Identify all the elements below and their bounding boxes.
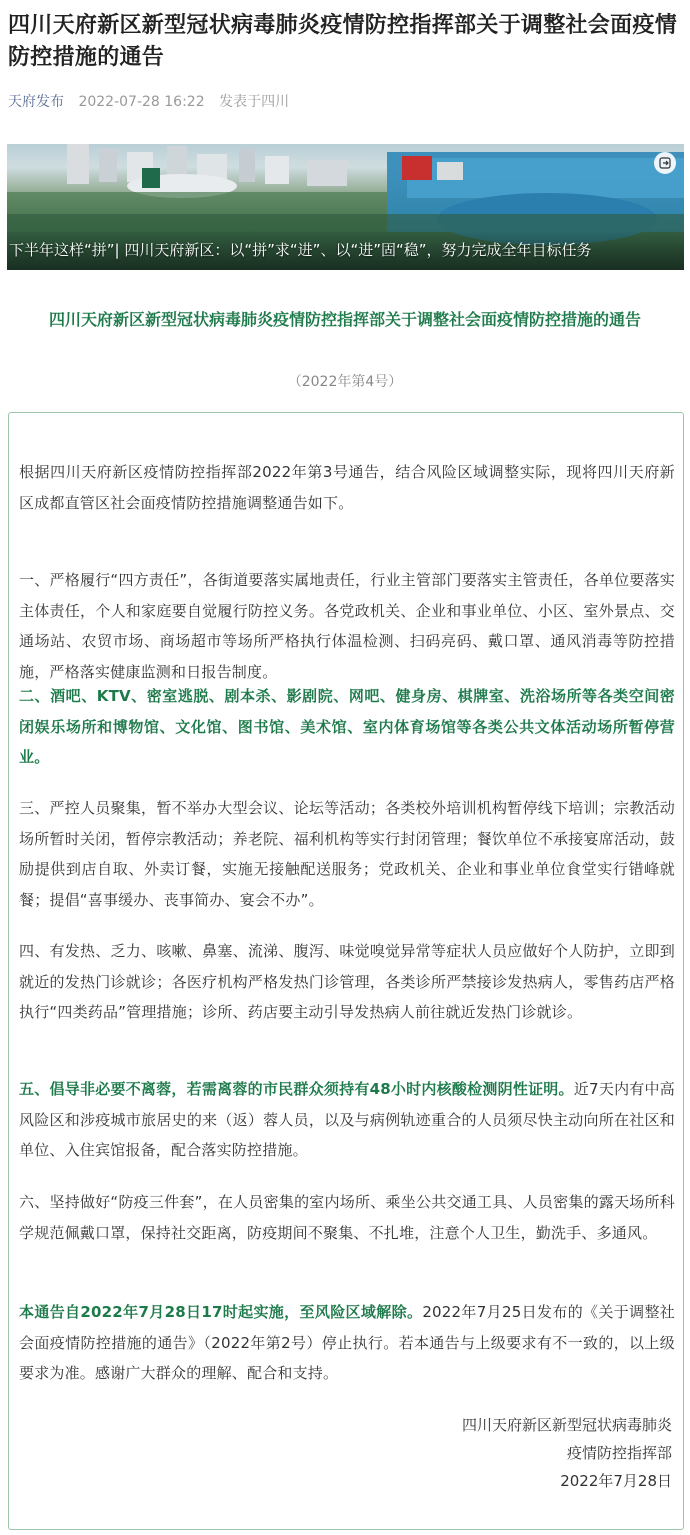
publish-time: 2022-07-28 16:22 [78, 94, 205, 110]
notice-item-5-text: 近7天内有中高风险区和涉疫城市旅居史的来（返）蓉人员，以及与病例轨迹重合的人员须尽快主动向所在社区和单位、入住宾馆报备，配合落实防控措施。 [19, 1080, 675, 1159]
article-meta [8, 92, 289, 112]
banner-caption: 下半年这样“拼”| 四川天府新区：以“拼”求“进”、以“进”固“稳”，努力完成全年目标任务 [9, 241, 592, 259]
related-article-banner[interactable] [7, 144, 684, 270]
notice-item-6: 六、坚持做好“防疫三件套”，在人员密集的室内场所、乘坐公共交通工具、人员密集的露天场所科学规范佩戴口罩，保持社交距离，防疫期间不聚集、不扎堆，注意个人卫生，勤洗手、多通风。 [19, 1193, 675, 1242]
banner-caption-overlay [7, 230, 684, 270]
notice-closing-text: 2022年7月25日发布的《关于调整社会面疫情防控措施的通告》（2022年第2号）停止执行。若本通告与上级要求有不一致的，以上级要求为准。感谢广大群众的理解、配合和支持。 [19, 1303, 675, 1382]
notice-item-5-highlight: 五、倡导非必要不离蓉，若需离蓉的市民群众须持有48小时内核酸检测阴性证明。 [19, 1080, 574, 1098]
publish-location: 发表于四川 [219, 94, 290, 110]
notice-item-5 [19, 1074, 675, 1166]
notice-item-4: 四、有发热、乏力、咳嗽、鼻塞、流涕、腹泻、味觉嗅觉异常等症状人员应做好个人防护，立即到就近的发热门诊就诊；各医疗机构严格发热门诊管理，各类诊所严禁接诊发热病人，零售药店严格执行“四类药品”管理措施；诊所、药店要主动引导发热病人前往就近发热门诊就诊。 [19, 942, 675, 1021]
notice-intro: 根据四川天府新区疫情防控指挥部2022年第3号通告，结合风险区域调整实际，现将四川天府新区成都直管区社会面疫情防控措施调整通告如下。 [19, 463, 675, 512]
article-title: 四川天府新区新型冠状病毒肺炎疫情防控指挥部关于调整社会面疫情防控措施的通告 [8, 13, 678, 70]
notice-item-2: 二、酒吧、KTV、密室逃脱、剧本杀、影剧院、网吧、健身房、棋牌室、洗浴场所等各类空间密闭娱乐场所和博物馆、文化馆、图书馆、美术馆、室内体育场馆等各类公共文体活动场所暂停营业。 [19, 687, 675, 766]
sign-organization-line2: 疫情防控指挥部 [566, 1444, 672, 1462]
share-icon[interactable] [654, 152, 676, 174]
notice-item-3: 三、严控人员聚集，暂不举办大型会议、论坛等活动；各类校外培训机构暂停线下培训；宗教活动场所暂时关闭，暂停宗教活动；养老院、福利机构等实行封闭管理；餐饮单位不承接宴席活动，鼓励提供到店自取、外卖订餐，实施无接触配送服务；党政机关、企业和事业单位食堂实行错峰就餐；提倡“喜事缓办、丧事简办、宴会不办”。 [19, 799, 675, 909]
notice-item-1: 一、严格履行“四方责任”，各街道要落实属地责任，行业主管部门要落实主管责任，各单位要落实主体责任，个人和家庭要自觉履行防控义务。各党政机关、企业和事业单位、小区、室外景点、交通场站、农贸市场、商场超市等场所严格执行体温检测、扫码亮码、戴口罩、通风消毒等防控措施，严格落实健康监测和日报告制度。 [19, 571, 675, 681]
notice-closing [19, 1297, 675, 1389]
notice-title: 四川天府新区新型冠状病毒肺炎疫情防控指挥部关于调整社会面疫情防控措施的通告 [48, 310, 641, 329]
sign-date: 2022年7月28日 [560, 1472, 672, 1490]
source-link[interactable]: 天府发布 [8, 94, 64, 110]
notice-closing-highlight: 本通告自2022年7月28日17时起实施，至风险区域解除。 [19, 1303, 423, 1321]
notice-number: （2022年第4号） [287, 374, 403, 390]
sign-organization-line1: 四川天府新区新型冠状病毒肺炎 [461, 1416, 672, 1434]
